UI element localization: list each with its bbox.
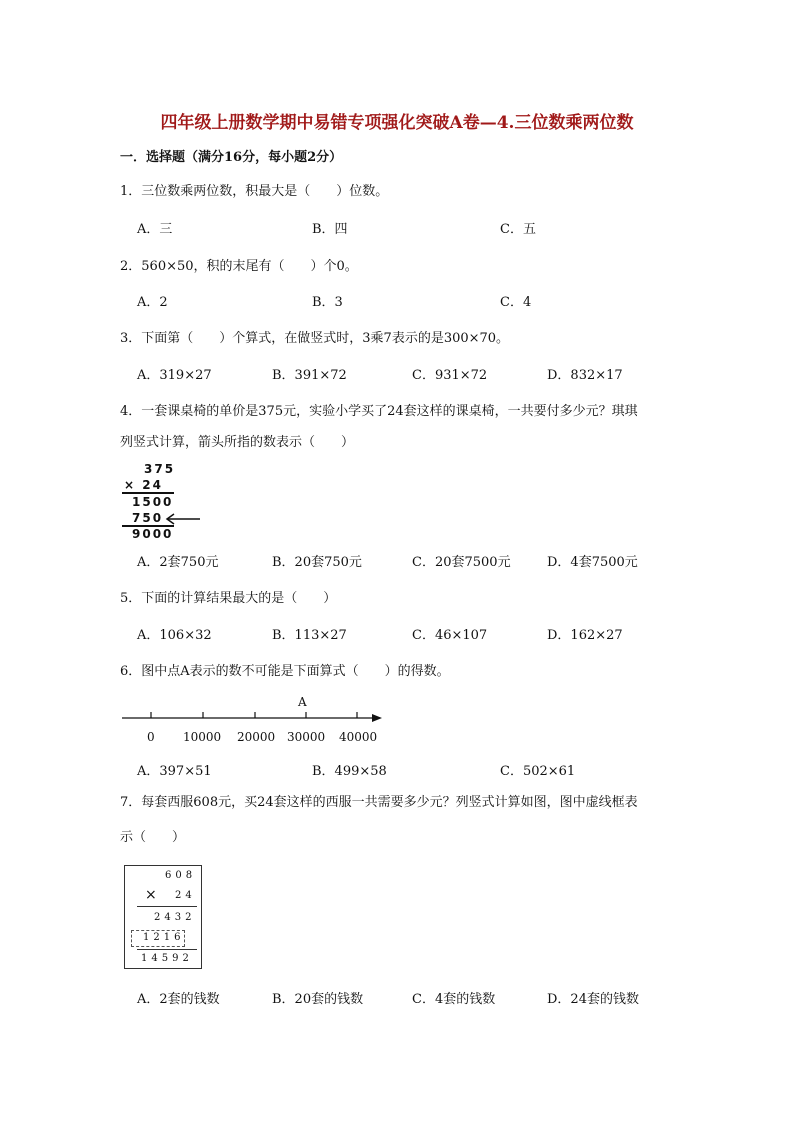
question-2: 2．560×50，积的末尾有（ ）个0。 xyxy=(120,259,358,274)
q3-option-d[interactable]: D．832×17 xyxy=(547,368,623,383)
question-7-line2: 示（ ） xyxy=(120,830,186,845)
calc-row-2: × 24 xyxy=(124,478,163,492)
question-6: 6．图中点A表示的数不可能是下面算式（ ）的得数。 xyxy=(120,664,450,679)
section-heading: 一．选择题（满分16分，每小题2分） xyxy=(120,150,343,165)
tick-label-30000: 30000 xyxy=(287,730,326,744)
point-a-label: A xyxy=(298,695,307,709)
calc-row-1: 375 xyxy=(144,462,176,476)
number-line xyxy=(120,693,390,749)
q3-option-b[interactable]: B．391×72 xyxy=(272,368,347,383)
q7-option-c[interactable]: C．4套的钱数 xyxy=(412,992,496,1007)
q4-option-c[interactable]: C．20套7500元 xyxy=(412,555,511,570)
calc-line xyxy=(122,492,174,494)
q6-option-c[interactable]: C．502×61 xyxy=(500,764,576,779)
calc-row-4: 750 xyxy=(132,511,164,525)
calc-row-3: 2432 xyxy=(154,912,196,923)
question-4-line1: 4．一套课桌椅的单价是375元，实验小学买了24套这样的课桌椅，一共要付多少元？琪琪 xyxy=(120,404,638,419)
tick-label-0: 0 xyxy=(147,730,155,744)
calc-row-1: 608 xyxy=(165,870,197,881)
q4-vertical-calculation xyxy=(118,460,208,544)
q7-option-b[interactable]: B．20套的钱数 xyxy=(272,992,364,1007)
q6-option-b[interactable]: B．499×58 xyxy=(312,764,387,779)
q6-option-a[interactable]: A．397×51 xyxy=(137,764,212,779)
q2-option-a[interactable]: A．2 xyxy=(137,295,168,310)
question-7-line1: 7．每套西服608元，买24套这样的西服一共需要多少元？列竖式计算如图，图中虚线框表 xyxy=(120,795,638,810)
calc-row-4: 1216 xyxy=(143,932,185,943)
q7-vertical-calculation xyxy=(124,865,202,969)
calc-line xyxy=(137,949,197,950)
q4-option-d[interactable]: D．4套7500元 xyxy=(547,555,638,570)
q5-option-d[interactable]: D．162×27 xyxy=(547,628,623,643)
q2-option-b[interactable]: B．3 xyxy=(312,295,343,310)
q7-option-a[interactable]: A．2套的钱数 xyxy=(137,992,220,1007)
q5-option-b[interactable]: B．113×27 xyxy=(272,628,347,643)
question-3: 3．下面第（ ）个算式，在做竖式时，3乘7表示的是300×70。 xyxy=(120,331,510,346)
q5-option-a[interactable]: A．106×32 xyxy=(137,628,212,643)
q7-option-d[interactable]: D．24套的钱数 xyxy=(547,992,639,1007)
q2-option-c[interactable]: C．4 xyxy=(500,295,532,310)
tick-label-40000: 40000 xyxy=(339,730,378,744)
calc-row-5: 9000 xyxy=(132,527,174,541)
calc-line xyxy=(137,906,197,907)
calc-row-3: 1500 xyxy=(132,495,174,509)
page-title: 四年级上册数学期中易错专项强化突破A卷—4.三位数乘两位数 xyxy=(160,113,634,133)
q4-option-b[interactable]: B．20套750元 xyxy=(272,555,362,570)
q1-option-a[interactable]: A．三 xyxy=(137,222,173,237)
q5-option-c[interactable]: C．46×107 xyxy=(412,628,488,643)
multiply-icon: × xyxy=(145,887,157,903)
question-4-line2: 列竖式计算，箭头所指的数表示（ ） xyxy=(120,435,355,450)
question-1: 1．三位数乘两位数，积最大是（ ）位数。 xyxy=(120,184,389,199)
q4-option-a[interactable]: A．2套750元 xyxy=(137,555,219,570)
q3-option-c[interactable]: C．931×72 xyxy=(412,368,488,383)
q1-option-b[interactable]: B．四 xyxy=(312,222,348,237)
arrow-left-icon xyxy=(162,512,202,526)
q1-option-c[interactable]: C．五 xyxy=(500,222,536,237)
tick-label-10000: 10000 xyxy=(183,730,222,744)
question-5: 5．下面的计算结果最大的是（ ） xyxy=(120,591,337,606)
tick-label-20000: 20000 xyxy=(237,730,276,744)
calc-row-5: 14592 xyxy=(141,953,193,964)
number-line-axis xyxy=(120,710,390,726)
q3-option-a[interactable]: A．319×27 xyxy=(137,368,212,383)
arrow-right-icon xyxy=(372,714,382,722)
calc-row-2: 24 xyxy=(175,890,196,901)
